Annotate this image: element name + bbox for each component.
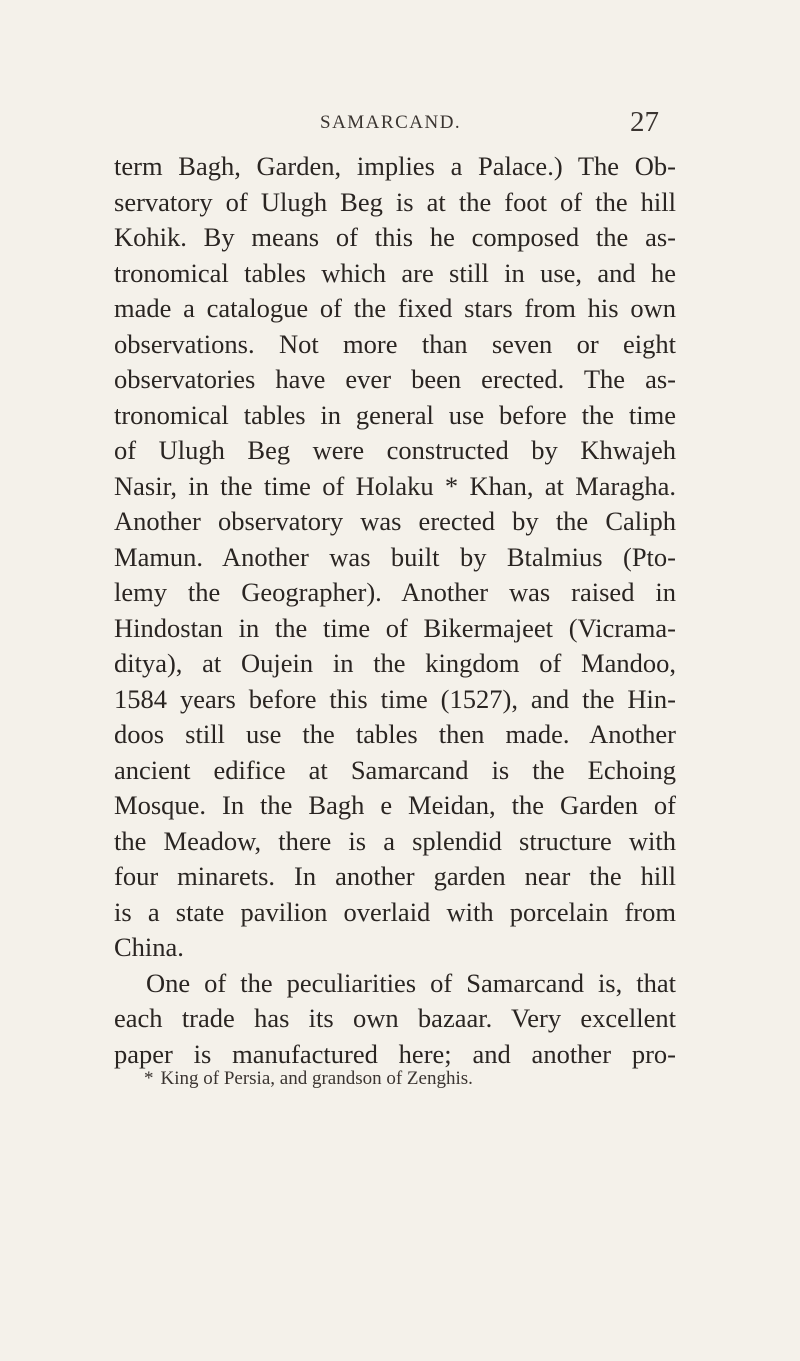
text-line: is a state pavilion overlaid with porcelain from bbox=[114, 896, 676, 927]
text-line: four minarets. In another garden near the hill bbox=[114, 861, 676, 891]
page-number: 27 bbox=[630, 106, 659, 138]
text-line: observatories have ever been erected. The as- bbox=[114, 364, 676, 394]
footnote-text: King of Persia, and grandson of Zenghis. bbox=[160, 1068, 473, 1089]
footnote-marker: * bbox=[144, 1068, 154, 1089]
text-line: China. bbox=[114, 932, 184, 962]
text-line: of Ulugh Beg were constructed by Khwajeh bbox=[114, 435, 676, 465]
text-line: tronomical tables which are still in use, and he bbox=[114, 257, 676, 288]
text-line: Hindostan in the time of Bikermajeet (Vicrama- bbox=[114, 612, 676, 643]
body-text bbox=[114, 149, 676, 1072]
text-line: Another observatory was erected by the Caliph bbox=[114, 506, 676, 536]
footnote bbox=[144, 1068, 473, 1090]
text-line-paragraph-start: One of the peculiarities of Samarcand is, that bbox=[146, 967, 676, 998]
text-line: paper is manufactured here; and another pro- bbox=[114, 1038, 676, 1069]
text-line: Mamun. Another was built by Btalmius (Pto- bbox=[114, 541, 676, 572]
text-line: each trade has its own bazaar. Very excellent bbox=[114, 1003, 676, 1033]
text-line: 1584 years before this time (1527), and the Hin- bbox=[114, 683, 676, 714]
running-head bbox=[0, 106, 800, 146]
text-line: servatory of Ulugh Beg is at the foot of the hill bbox=[114, 186, 676, 217]
text-line: observations. Not more than seven or eight bbox=[114, 328, 676, 359]
text-line: Nasir, in the time of Holaku * Khan, at Maragha. bbox=[114, 470, 676, 501]
text-line: made a catalogue of the fixed stars from his own bbox=[114, 293, 676, 323]
text-line: doos still use the tables then made. Another bbox=[114, 719, 676, 749]
text-line: Mosque. In the Bagh e Meidan, the Garden of bbox=[114, 790, 676, 820]
text-line: tronomical tables in general use before the time bbox=[114, 399, 676, 430]
text-line: ancient edifice at Samarcand is the Echoing bbox=[114, 754, 676, 785]
text-line: lemy the Geographer). Another was raised in bbox=[114, 577, 676, 607]
text-line: Kohik. By means of this he composed the as- bbox=[114, 222, 676, 252]
running-title: SAMARCAND. bbox=[320, 112, 462, 133]
text-line: the Meadow, there is a splendid structure with bbox=[114, 825, 676, 856]
text-line: ditya), at Oujein in the kingdom of Mandoo, bbox=[114, 648, 676, 678]
text-line: term Bagh, Garden, implies a Palace.) The Ob- bbox=[114, 151, 676, 181]
